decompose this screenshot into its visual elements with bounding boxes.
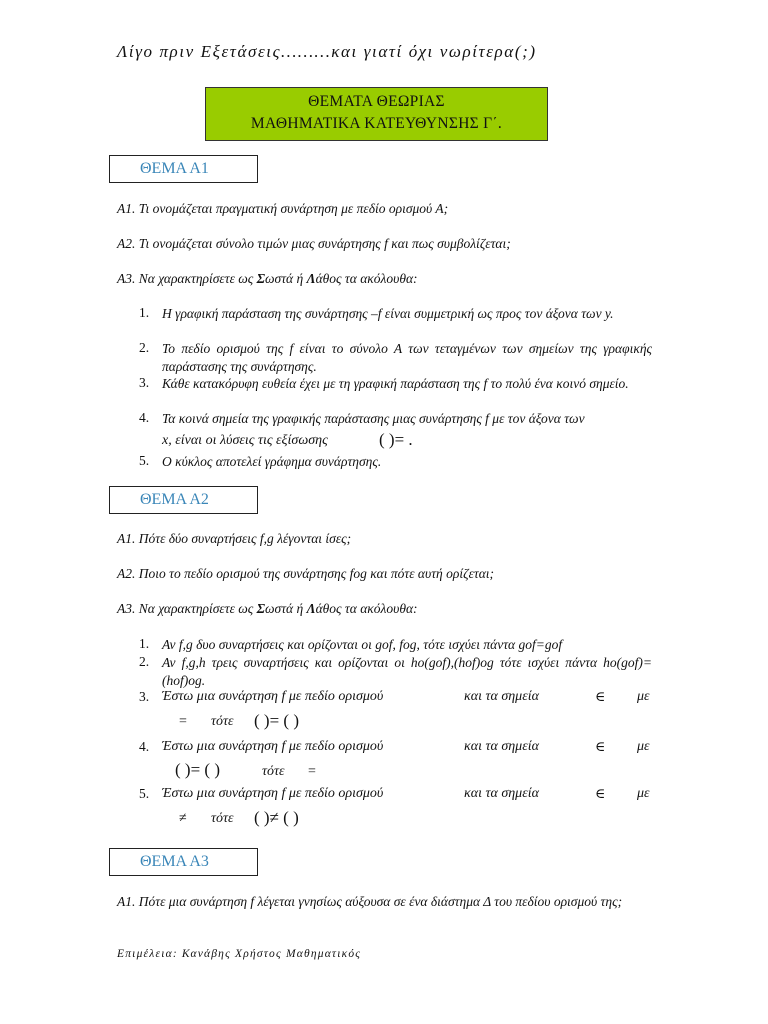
equation-placeholder: ( )= ( ) [175,760,220,779]
a2-q3-bold-s: Σ [256,601,266,616]
item-text: τότε [262,764,285,779]
a2-q3-mid2: άθος τα ακόλουθα: [315,601,418,616]
item-text: Η γραφική παράσταση της συνάρτησης –f είναι συμμετρική ως προς τον άξονα των y. [162,306,614,321]
equation-placeholder: ( )≠ ( ) [254,808,299,827]
item-text: Έστω μια συνάρτηση f με πεδίο ορισμού [162,786,384,801]
item-text-line2: x, είναι οι λύσεις τις εξίσωσης [162,433,328,448]
item-text: Ο κύκλος αποτελεί γράφημα συνάρτησης. [162,454,382,469]
a2-q3-prefix: Α3. Να χαρακτηρίσετε ως [117,601,257,616]
a2-question-2: Α2. Ποιο το πεδίο ορισμού της συνάρτησης fog και πότε αυτή ορίζεται; [117,566,495,581]
a1-q3-mid1: ωστά ή [265,271,307,286]
section-a3-label: ΘΕΜΑ Α3 [109,848,258,876]
item-text: τότε [211,714,234,729]
item-text: και τα σημεία [464,689,539,704]
page-footer: Επιμέλεια: Κανάβης Χρήστος Μαθηματικός [117,948,362,960]
section-a1-label: ΘΕΜΑ Α1 [109,155,258,183]
item-text: με [637,739,650,754]
item-number: 1. [139,305,150,320]
title-line-2: ΜΑΘΗΜΑΤΙΚΑ ΚΑΤΕΥΘΥΝΣΗΣ Γ΄. [250,115,503,132]
a2-q3-mid1: ωστά ή [265,601,307,616]
element-of-symbol: ∈ [595,740,606,755]
title-line-1: ΘΕΜΑΤΑ ΘΕΩΡΙΑΣ [308,93,445,110]
item-number: 2. [139,340,150,355]
item-text: και τα σημεία [464,786,539,801]
item-number: 4. [139,739,150,754]
item-number: 5. [139,453,150,468]
item-text: Α1. Πότε μια συνάρτηση f λέγεται γνησίως αύξουσα σε ένα διάστημα Δ του πεδίου ορισμού της; [117,894,623,909]
a2-q3-bold-l: Λ [306,601,316,616]
element-of-symbol: ∈ [595,690,606,705]
item-text: Έστω μια συνάρτηση f με πεδίο ορισμού [162,689,384,704]
item-number: 1. [139,636,150,651]
item-number: 2. [139,654,150,669]
title-box [205,87,548,141]
item-text: με [637,786,650,801]
not-equal-symbol: ≠ [179,811,187,826]
equals-symbol: = [179,714,187,729]
a2-question-1: Α1. Πότε δύο συναρτήσεις f,g λέγονται ίσες; [117,531,352,546]
item-text: Αν f,g δυο συναρτήσεις και ορίζονται οι gof, fog, τότε ισχύει πάντα gof=gof [162,637,563,652]
a2-question-3 [117,601,418,617]
item-text: Έστω μια συνάρτηση f με πεδίο ορισμού [162,739,384,754]
a1-question-1: Α1. Τι ονομάζεται πραγματική συνάρτηση με πεδίο ορισμού Α; [117,201,449,216]
item-text: Τα κοινά σημεία της γραφικής παράστασης μιας συνάρτησης f με τον άξονα των [162,411,585,426]
item-text: τότε [211,811,234,826]
a1-question-2: Α2. Τι ονομάζεται σύνολο τιμών μιας συνάρτησης f και πως συμβολίζεται; [117,236,511,251]
element-of-symbol: ∈ [595,787,606,802]
equation-placeholder: ( )= ( ) [254,711,299,730]
item-text: Το πεδίο ορισμού της f είναι το σύνολο Α των τεταγμένων των σημείων της γραφικής παράστασης της συνάρτησης. [162,341,652,374]
page-header: Λίγο πριν Εξετάσεις………και γιατί όχι νωρίτερα(;) [117,42,537,61]
a1-q3-bold-s: Σ [256,271,266,286]
item-text: με [637,689,650,704]
item-text: Κάθε κατακόρυφη ευθεία έχει με τη γραφική παράσταση της f το πολύ ένα κοινό σημείο. [162,376,629,391]
item-number: 3. [139,375,150,390]
a1-q3-bold-l: Λ [306,271,316,286]
section-a2-label: ΘΕΜΑ Α2 [109,486,258,514]
a1-question-3 [117,271,418,287]
item-text: και τα σημεία [464,739,539,754]
item-number: 3. [139,689,150,704]
equals-symbol: = [308,764,316,779]
a1-q3-mid2: άθος τα ακόλουθα: [315,271,418,286]
equation-placeholder: ( )= . [379,430,413,449]
item-number: 4. [139,410,150,425]
a1-q3-prefix: Α3. Να χαρακτηρίσετε ως [117,271,257,286]
item-text: Αν f,g,h τρεις συναρτήσεις και ορίζονται οι ho(gof),(hof)og τότε ισχύει πάντα ho(gof)=(hof)og. [162,655,652,688]
item-number: 5. [139,786,150,801]
